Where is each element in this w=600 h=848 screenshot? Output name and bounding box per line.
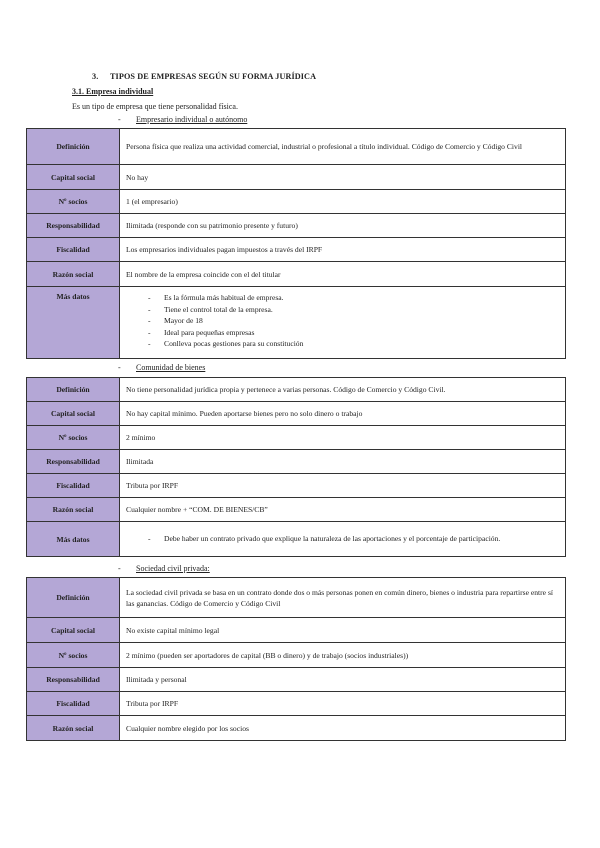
- row-key: Capital social: [27, 618, 120, 643]
- row-value: Ilimitada y personal: [120, 668, 566, 692]
- table-row: [27, 426, 566, 450]
- dash-marker: -: [118, 115, 121, 124]
- row-value: 1 (el empresario): [120, 190, 566, 214]
- section-label-text: Empresario individual o autónomo: [136, 115, 248, 124]
- row-key: Fiscalidad: [27, 474, 120, 498]
- row-key: Nº socios: [27, 190, 120, 214]
- section-label-comunidad: [118, 363, 205, 372]
- table-row: [27, 238, 566, 262]
- table-sociedad-civil-privada: [26, 577, 566, 741]
- table-row: [27, 287, 566, 359]
- row-key: Nº socios: [27, 643, 120, 668]
- row-key: Razón social: [27, 716, 120, 741]
- row-value: [120, 522, 566, 557]
- row-key: Capital social: [27, 402, 120, 426]
- row-value: 2 mínimo: [120, 426, 566, 450]
- row-key: Responsabilidad: [27, 214, 120, 238]
- table-row: [27, 450, 566, 474]
- row-key: Más datos: [27, 287, 120, 359]
- table-row: [27, 214, 566, 238]
- section-heading-number: 3.: [92, 72, 99, 81]
- table-row: [27, 190, 566, 214]
- row-value: No hay capital mínimo. Pueden aportarse bienes pero no solo dinero o trabajo: [120, 402, 566, 426]
- row-value: Persona física que realiza una actividad comercial, industrial o profesional a título individual. Código de Comercio y Código Civil: [120, 129, 566, 165]
- row-value: Tributa por IRPF: [120, 692, 566, 716]
- table-comunidad-de-bienes: [26, 377, 566, 557]
- row-value: Los empresarios individuales pagan impuestos a través del IRPF: [120, 238, 566, 262]
- table-row: [27, 578, 566, 618]
- section-heading-title: TIPOS DE EMPRESAS SEGÚN SU FORMA JURÍDICA: [110, 72, 317, 81]
- row-key: Capital social: [27, 165, 120, 190]
- table-row: [27, 522, 566, 557]
- row-value: Ilimitada (responde con su patrimonio presente y futuro): [120, 214, 566, 238]
- row-value: La sociedad civil privada se basa en un contrato donde dos o más personas ponen en común dinero, bienes o industria para repartirse entre sí las ganancias. Código de Comercio y Código Civil: [120, 578, 566, 618]
- row-key: Nº socios: [27, 426, 120, 450]
- subsection-heading: 3.1. Empresa individual: [72, 87, 154, 96]
- table-row: [27, 378, 566, 402]
- table-row: [27, 692, 566, 716]
- table-row: [27, 643, 566, 668]
- row-key: Razón social: [27, 498, 120, 522]
- row-key: Fiscalidad: [27, 238, 120, 262]
- row-key: Responsabilidad: [27, 450, 120, 474]
- bullet-list: [126, 533, 559, 545]
- list-item: - Tiene el control total de la empresa.: [148, 304, 559, 316]
- list-item: - Debe haber un contrato privado que explique la naturaleza de las aportaciones y el porcentaje de participación.: [148, 533, 559, 545]
- section-label-sociedad-civil: [118, 564, 210, 573]
- row-key: Razón social: [27, 262, 120, 287]
- table-row: [27, 402, 566, 426]
- table-row: [27, 618, 566, 643]
- dash-marker: -: [118, 564, 121, 573]
- section-heading: [92, 72, 316, 81]
- row-key: Definición: [27, 129, 120, 165]
- row-value: Tributa por IRPF: [120, 474, 566, 498]
- table-row: [27, 165, 566, 190]
- row-key: Definición: [27, 378, 120, 402]
- table-empresario-individual: [26, 128, 566, 359]
- row-value: [120, 287, 566, 359]
- section-label-text: Comunidad de bienes: [136, 363, 206, 372]
- list-item: - Es la fórmula más habitual de empresa.: [148, 292, 559, 304]
- table-row: [27, 716, 566, 741]
- bullet-list: [126, 292, 559, 350]
- dash-marker: -: [118, 363, 121, 372]
- row-value: No tiene personalidad jurídica propia y pertenece a varias personas. Código de Comercio y Código Civil.: [120, 378, 566, 402]
- table-row: [27, 668, 566, 692]
- row-value: El nombre de la empresa coincide con el del titular: [120, 262, 566, 287]
- table-row: [27, 474, 566, 498]
- row-key: Fiscalidad: [27, 692, 120, 716]
- row-value: Cualquier nombre elegido por los socios: [120, 716, 566, 741]
- list-item: - Mayor de 18: [148, 315, 559, 327]
- table-row: [27, 498, 566, 522]
- row-key: Responsabilidad: [27, 668, 120, 692]
- row-value: No hay: [120, 165, 566, 190]
- row-key: Definición: [27, 578, 120, 618]
- row-value: Cualquier nombre + “COM. DE BIENES/CB”: [120, 498, 566, 522]
- section-label-empresario: [118, 115, 247, 124]
- table-row: [27, 129, 566, 165]
- list-item: - Conlleva pocas gestiones para su constitución: [148, 338, 559, 350]
- row-value: No existe capital mínimo legal: [120, 618, 566, 643]
- row-key: Más datos: [27, 522, 120, 557]
- row-value: Ilimitada: [120, 450, 566, 474]
- row-value: 2 mínimo (pueden ser aportadores de capital (BB o dinero) y de trabajo (socios industriales)): [120, 643, 566, 668]
- section-label-text: Sociedad civil privada:: [136, 564, 210, 573]
- table-row: [27, 262, 566, 287]
- list-item: - Ideal para pequeñas empresas: [148, 327, 559, 339]
- intro-text: Es un tipo de empresa que tiene personalidad física.: [72, 102, 238, 111]
